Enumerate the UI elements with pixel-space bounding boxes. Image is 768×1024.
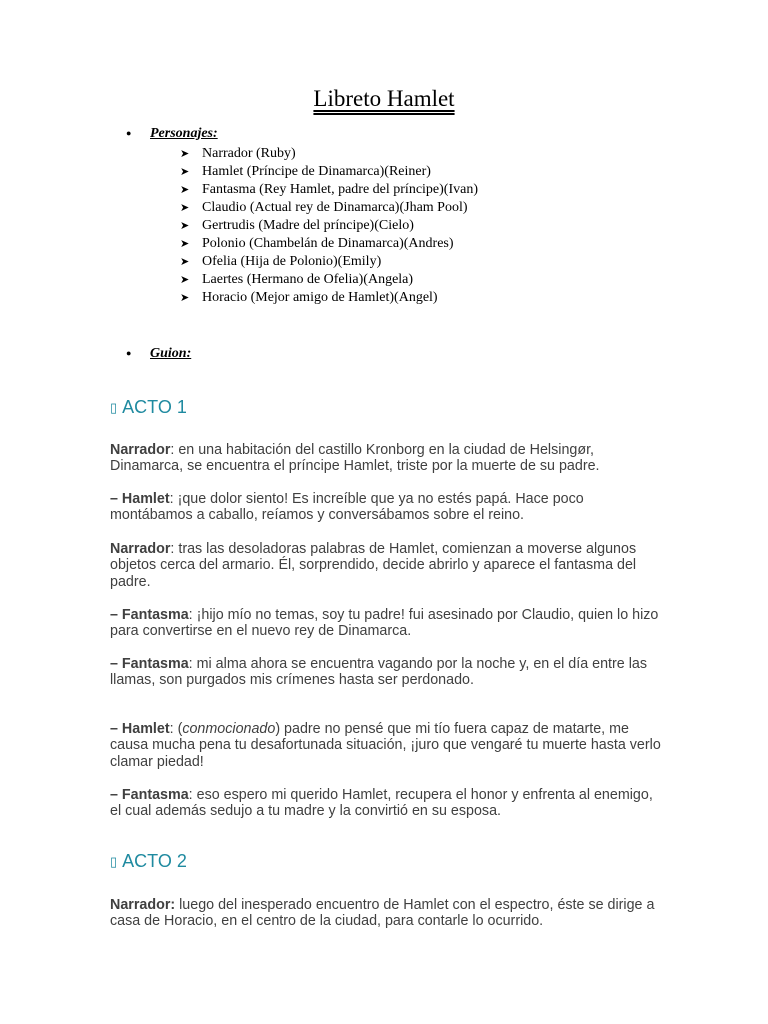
arrow-bullet-icon: ➤: [180, 166, 190, 178]
script-line: – Fantasma: eso espero mi querido Hamlet, recupera el honor y enfrenta al enemigo, el cual además sedujo a tu madre y la convirtió en su esposa.: [110, 787, 653, 820]
character-item: ➤ Laertes (Hermano de Ofelia)(Angela): [180, 272, 414, 287]
character-list: [180, 145, 478, 307]
script-line: – Hamlet: ¡que dolor siento! Es increíble que ya no estés papá. Hace poco montábamos a caballo, reíamos y conversábamos sobre el reino.: [110, 491, 584, 524]
character-item: ➤ Ofelia (Hija de Polonio)(Emily): [180, 254, 382, 269]
character-item: ➤ Horacio (Mejor amigo de Hamlet)(Angel): [180, 290, 438, 305]
script-line: – Hamlet: (conmocionado) padre no pensé que mi tío fuera capaz de matarte, me causa mucha pena tu desafortunada situación, ¡juro que vengaré tu muerte hasta verlo clamar piedad!: [110, 721, 661, 770]
bullet-icon: ●: [126, 128, 132, 138]
character-item: ➤ Claudio (Actual rey de Dinamarca)(Jham Pool): [180, 200, 468, 215]
arrow-bullet-icon: ➤: [180, 274, 190, 286]
arrow-bullet-icon: ➤: [180, 184, 190, 196]
character-item: ➤ Gertrudis (Madre del príncipe)(Cielo): [180, 218, 414, 233]
act-1-heading: ▯ ACTO 1: [110, 397, 187, 417]
arrow-bullet-icon: ➤: [180, 256, 190, 268]
script-line: – Fantasma: ¡hijo mío no temas, soy tu padre! fui asesinado por Claudio, quien lo hizo para convertirse en el nuevo rey de Dinamarca.: [110, 607, 659, 640]
missing-glyph-icon: ▯: [110, 400, 118, 415]
guion-label: Guion:: [150, 346, 192, 361]
personajes-label: Personajes:: [150, 126, 218, 141]
character-item: ➤ Polonio (Chambelán de Dinamarca)(Andres): [180, 236, 454, 251]
act-2-heading: ▯ ACTO 2: [110, 851, 187, 871]
character-item: ➤ Fantasma (Rey Hamlet, padre del príncipe)(Ivan): [180, 182, 479, 197]
arrow-bullet-icon: ➤: [180, 148, 190, 160]
script-line: – Fantasma: mi alma ahora se encuentra vagando por la noche y, en el día entre las llamas, son purgados mis crímenes hasta ser perdonado.: [110, 656, 647, 689]
arrow-bullet-icon: ➤: [180, 292, 190, 304]
personajes-bullet: [126, 126, 218, 142]
document-title: Libreto Hamlet: [313, 86, 455, 111]
arrow-bullet-icon: ➤: [180, 220, 190, 232]
character-item: ➤ Narrador (Ruby): [180, 146, 296, 161]
arrow-bullet-icon: ➤: [180, 202, 190, 214]
character-item: ➤ Hamlet (Príncipe de Dinamarca)(Reiner): [180, 164, 431, 179]
script-line: Narrador: tras las desoladoras palabras de Hamlet, comienzan a moverse algunos objetos cerca del armario. Él, sorprendido, decide abrirlo y aparece el fantasma del padre.: [110, 541, 637, 590]
arrow-bullet-icon: ➤: [180, 238, 190, 250]
bullet-icon: ●: [126, 348, 132, 358]
missing-glyph-icon: ▯: [110, 854, 118, 869]
guion-bullet: [126, 346, 192, 362]
script-line: Narrador: en una habitación del castillo Kronborg en la ciudad de Helsingør, Dinamarca, se encuentra el príncipe Hamlet, triste por la muerte de su padre.: [110, 442, 600, 475]
script-line: Narrador: luego del inesperado encuentro de Hamlet con el espectro, éste se dirige a casa de Horacio, en el centro de la ciudad, para contarle lo ocurrido.: [110, 897, 655, 930]
